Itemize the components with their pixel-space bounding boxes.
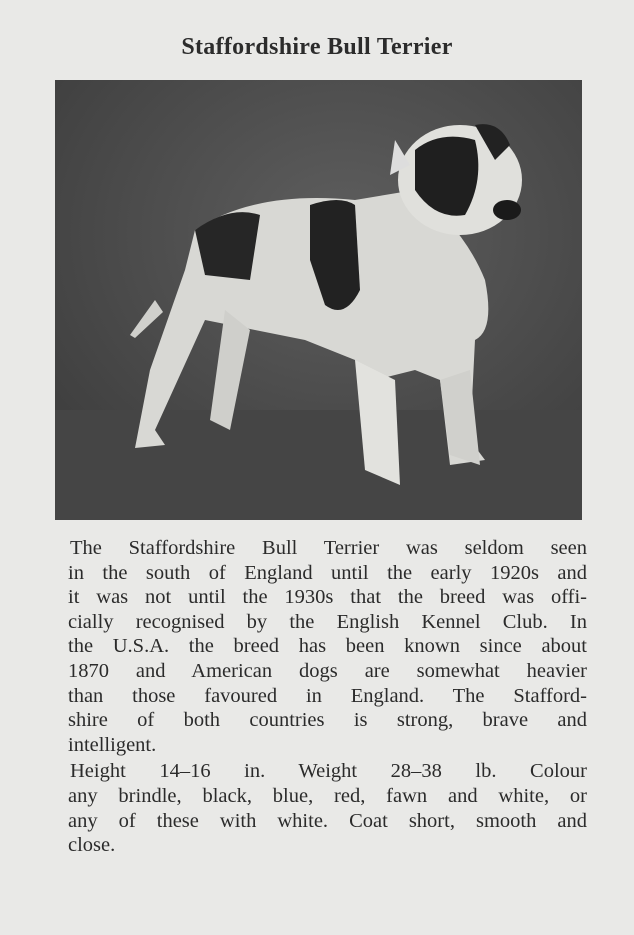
page-title: Staffordshire Bull Terrier bbox=[181, 34, 453, 60]
text-line: close. bbox=[68, 834, 116, 857]
text-line: 1870 and American dogs are somewhat heavier bbox=[68, 659, 587, 682]
standard-paragraph bbox=[68, 759, 587, 857]
text-line: any brindle, black, blue, red, fawn and white, or bbox=[68, 784, 587, 807]
dog-photo bbox=[55, 80, 582, 520]
text-line: the U.S.A. the breed has been known since about bbox=[68, 635, 587, 658]
text-line: than those favoured in England. The Stafford- bbox=[68, 684, 587, 707]
text-line: cially recognised by the English Kennel Club. In bbox=[68, 610, 587, 633]
text-line: shire of both countries is strong, brave and bbox=[68, 709, 587, 732]
text-line: The Staffordshire Bull Terrier was seldom seen bbox=[70, 537, 587, 559]
history-paragraph bbox=[68, 536, 587, 757]
text-line: any of these with white. Coat short, smooth and bbox=[68, 809, 587, 832]
text-line: intelligent. bbox=[68, 733, 157, 756]
text-line: it was not until the 1930s that the breed was offi- bbox=[68, 586, 587, 609]
text-line: in the south of England until the early 1920s and bbox=[68, 561, 587, 584]
text-line: Height 14–16 in. Weight 28–38 lb. Colour bbox=[70, 760, 587, 783]
breed-description bbox=[68, 536, 587, 858]
